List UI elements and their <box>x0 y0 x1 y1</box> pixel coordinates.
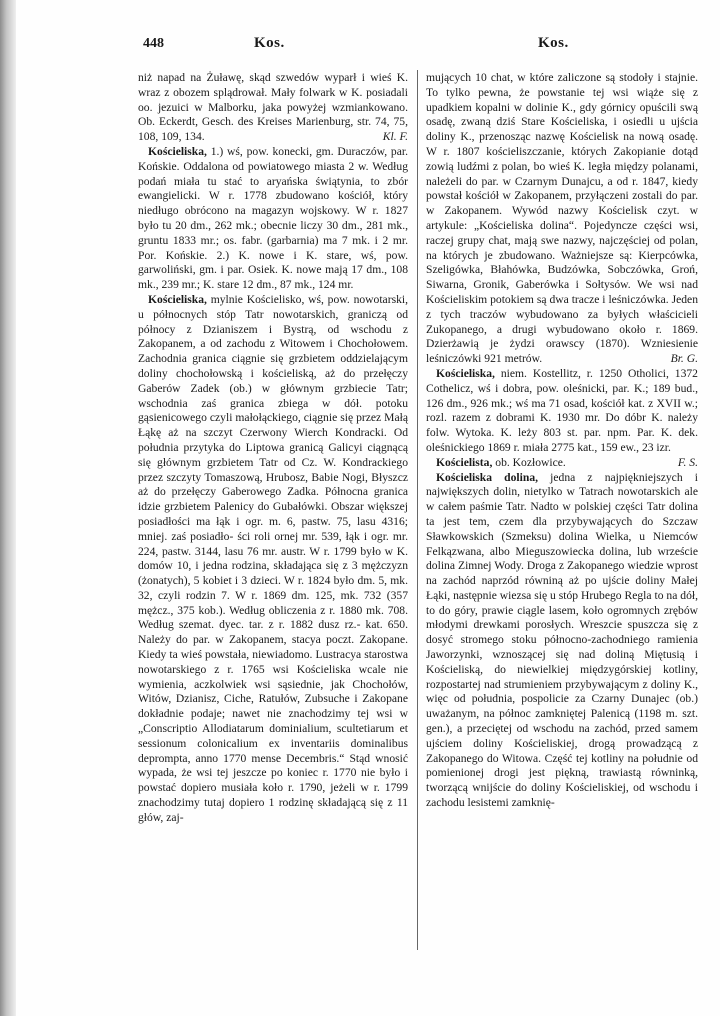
paragraph-text: mujących 10 chat, w które zaliczone są stodoły i stajnie. To tylko pewna, że powstanie tej wsi wiąże się z upadkiem kopalni w dolinie K., gdy górnicy opuścili swą osadę, zwaną dziś Stare Kościeliska, i osiedli u ujścia doliny K., przenosząc nazwę Kościelisk na nową osadę. W r. 1807 kościeliszczanie, których Zakopianie dotąd zowią ludźmi z polan, bo wieś K. legła między polanami, należeli do par. w Czarnym Dunajcu, a od r. 1847, kiedy powstał kościół w Zakopanem, przyłączeni zostali do par. w Zakopanem. Wywód nazwy Kościelisk czyt. w artykule: „Kościeliska dolina“. Pojedyncze części wsi, raczej grupy chat, mają swe nazwy, najczęściej od polan, na których je zbudowano. Ważniejsze są: Kierpcówka, Szeligówka, Błahówka, Budzówka, Sobczówka, Groń, Siwarna, Gronik, Gaberówka i Sołtysów. We wsi nad Kościeliskim potokiem są dwa tracze i leśniczówka. Jeden z tych traczów wybudowano za byłych właścicieli Zukopanego, a drugi wybudowano około r. 1869. Dzierżawią je żydzi orawscy (1870). Wzniesienie leśniczówki 921 metrów. <box>426 71 698 366</box>
entry-text: ob. Kozłowice. <box>495 455 566 469</box>
entry-text: 1.) wś, pow. konecki, gm. Duraczów, par. Końskie. Oddalona od powiatowego miasta 2 w. Według podań miała tu stać to aryańska świątynia, to zbór ewangielicki. W r. 1778 zbudowano kościół, który niedługo obrócono na magazyn wojskowy. W r. 1827 było tu 20 dm., 262 mk.; obecnie liczy 30 dm., 281 mk., gruntu 1833 mr.; os. fabr. (garbarnia) ma 7 mk. i 2 mr. Por. Końskie. 2.) K. nowe i K. stare, wś, pow. garwoliński, gm. i par. Osiek. K. nowe mają 17 dm., 108 mk., 239 mr.; K. stare 12 dm., 87 mk., 124 mr. <box>138 144 408 292</box>
book-binding-edge <box>0 0 16 1016</box>
entry-headword: Kościeliska, <box>148 292 207 306</box>
author-signature: Kl. F. <box>382 130 408 144</box>
entry-headword: Kościeliska, <box>148 144 207 158</box>
paragraph <box>426 71 698 367</box>
paragraph <box>138 71 408 145</box>
column-divider <box>417 70 418 950</box>
entry-text: jedna z najpiękniejszych i największych dolin, nietylko w Tatrach nowotarskich ale w całem paśmie Tatr. Nadto w polskiej części Tatr dolina ta jest tem, czem dla przybywających do Szczaw Sławkowskich (Szmeksu) dolina Wielka, u Niemców Felkązwana, albo Mieguszowiecka dolina, lub wrzeście dolina Zimnej Wody. Droga z Zakopanego wiedzie wprost na zachód naprzód równiną aż po ujście doliny Małej Łąki, następnie wiezsa się u stóp Hrubego Regla to na dół, to do góry, prawie ciągle lasem, koło ogromnych zrębów młodymi drewkami porosłych. Wreszcie spuszcza się z dosyć stromego stoku północno-zachodniego ramienia Jaworzynki, wznoszącej się nad doliną Miętusią i Kościeliską, do niewielkiej międzygórskiej kotliny, rozpostartej nad strumieniem przybywającym z doliny K., więc od południa, pospolicie za Czarny Dunajec (ob.) uważanym, na północ zamkniętej Palenicą (1198 m. szt. gen.), a przeciętej od wschodu na zachód, przed samem ujściem doliny Kościeliskiej, drogą prowadzącą z Zakopanego do Witowa. Część tej kotliny na południe od pomienionej drogi jest piękną, trawiastą równinką, tworzącą wnijście do doliny Kościeliskiej, od wschodu i zachodu lesistemi zamknię- <box>426 470 698 810</box>
entry <box>426 456 698 471</box>
author-signature: Br. G. <box>670 352 698 366</box>
entry <box>138 293 408 826</box>
entry-text: mylnie Kościelisko, wś, pow. nowotarski, u północnych stóp Tatr nowotarskich, graniczą od północy z Dzianiszem i Bystrą, od wschodu z Zakopanem, a od zachodu z Witowem i Chochołowem. Zachodnia granica ciągnie się grzbietem oddzielającym doliny chochołowską i kościeliską, aż do przełęczy Gaberów Zadek (ob.) w głównym grzbiecie Tatr; wschodnia zaś granica zbiega w dół. potoku gąsienicowego czyli małołąckiego, ciągnie się przez Małą Łąkę aż na szczyt Czerwony Wierch Kondracki. Od południa przytyka do Liptowa granicą Galicyi ciągnącą się głównym grzbietem Tatr od Cz. W. Kondrackiego przez szczyty Tomaszową, Hrubosz, Babie Nogi, Błyszcz aż do przełęczy Gaberowego Zadka. Północna granica idzie grzbietem Palenicy do Gubałówki. Obszar większej posiadłości ma łąk i ogr. m. 6, pastw. 75, lasu 4316; mniej. zaś posiadło- ści roli ornej mr. 539, łąk i ogr. mr. 224, pastw. 3144, lasu 76 mr. austr. W r. 1799 było w K. domów 10, i jedna rodzina, składająca się z 3 mężczyzn (żonatych), 5 kobiet i 3 dzieci. W r. 1824 było dm. 5, mk. 32, czyli rodzin 7. W r. 1869 dm. 125, mk. 732 (357 mężcz., 375 kob.). Według obliczenia z r. 1880 mk. 708. Według szemat. dyec. tar. z r. 1882 dusz rz.- kat. 650. Należy do par. w Zakopanem, stacya poczt. Zakopane. Kiedy ta wieś powstała, niewiadomo. Lustracya starostwa nowotarskiego z r. 1765 wsi Kościeliska wcale nie wymienia, aczkolwiek wsi sąsiednie, jak Chochołów, Witów, Dzianisz, Ciche, Ratułów, Zubsuche i Zakopane dokładnie podaje; nawet nie znachodzimy tej wsi w „Conscriptio Allodiatarum dominialium, scultetiarum et sessionum colonicalium ex inventariis dominalibus deprompta, anno 1770 mense Decembris.“ Stąd wnosić wypada, że wsi tej jeszcze po koniec r. 1770 nie było i powstać dopiero musiała koło r. 1790, jeżeli w r. 1799 znachodzimy tutaj dopiero 1 rodzinę składającą się z 11 głów, zaj- <box>138 292 408 824</box>
running-header-right: Kos. <box>538 35 569 51</box>
running-header-left: Kos. <box>254 35 285 51</box>
entry-text: niem. Kostellitz, r. 1250 Otholici, 1372 Cothelicz, wś i dobra, pow. oleśnicki, par. K.; 189 bud., 126 dm., 926 mk.; wś ma 71 osad, kościół kat. z XVII w.; rozl. razem z dobrami K. 1930 mr. Do dóbr K. należy folw. Wytoka. K. leży 803 st. par. npm. Par. K. dek. oleśnickiego 1869 r. miała 2775 kat., 159 ew., 23 izr. <box>426 366 698 454</box>
entry-headword: Kościelista, <box>436 455 493 469</box>
page-number: 448 <box>143 36 164 51</box>
entry-headword: Kościeliska dolina, <box>436 470 539 484</box>
entry <box>138 145 408 293</box>
entry-headword: Kościeliska, <box>436 366 495 380</box>
left-column <box>138 71 408 826</box>
right-column <box>426 71 698 811</box>
entry <box>426 471 698 811</box>
author-signature: F. S. <box>677 455 698 469</box>
paragraph-text: niż napad na Żuławę, skąd szwedów wyparł i wieś K. wraz z obozem splądrował. Mały folwark w K. posiadali oo. jezuici w Malborku, jaka powyżej wzmiankowano. Ob. Eckerdt, Gesch. des Kreises Marienburg, str. 74, 75, 108, 109, 134. <box>138 71 408 144</box>
